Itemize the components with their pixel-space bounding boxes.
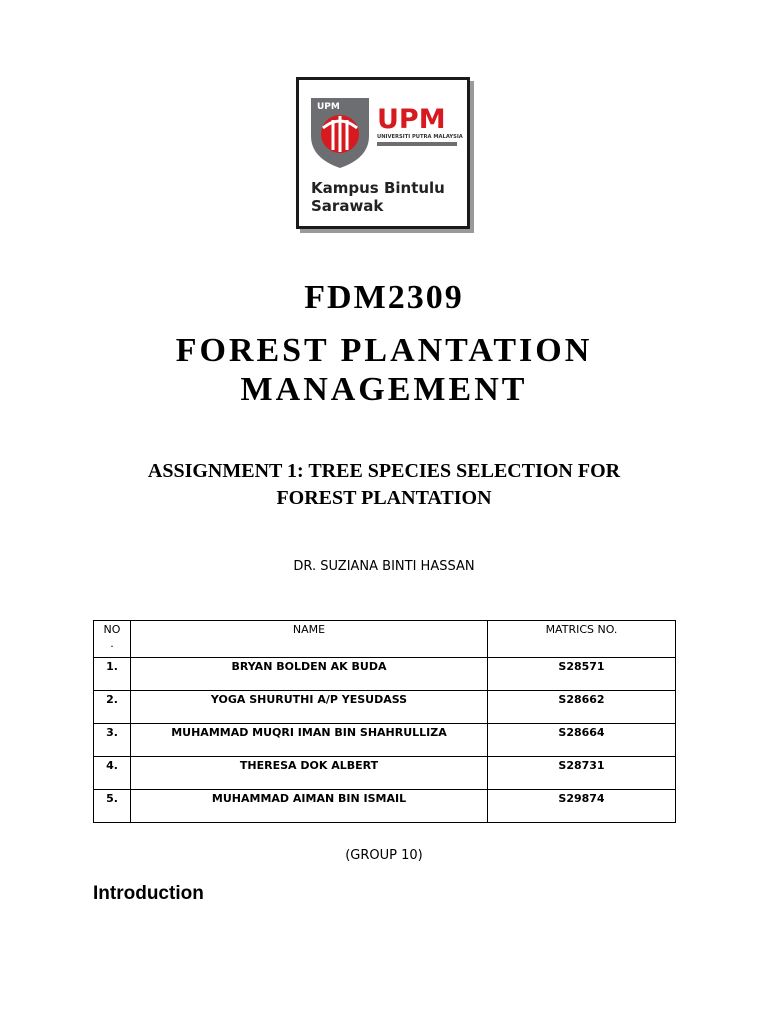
row-name: MUHAMMAD MUQRI IMAN BIN SHAHRULLIZA [131, 724, 488, 757]
university-logo [296, 77, 470, 229]
course-title-line2: MANAGEMENT [240, 371, 528, 408]
row-no: 5. [94, 790, 131, 823]
row-name: BRYAN BOLDEN AK BUDA [131, 658, 488, 691]
row-matric: S28664 [488, 724, 676, 757]
header-matric: MATRICS NO. [488, 621, 676, 658]
section-heading-introduction: Introduction [93, 883, 204, 904]
assignment-title-line1: ASSIGNMENT 1: TREE SPECIES SELECTION FOR [147, 460, 621, 482]
course-title-line1: FOREST PLANTATION [175, 332, 593, 369]
row-no: 2. [94, 691, 131, 724]
row-matric: S28571 [488, 658, 676, 691]
table-row [94, 658, 676, 691]
assignment-title [0, 458, 768, 512]
table-row [94, 757, 676, 790]
lecturer-name: DR. SUZIANA BINTI HASSAN [293, 559, 475, 574]
shield-text: UPM [317, 102, 340, 112]
course-title [0, 331, 768, 409]
table-row [94, 790, 676, 823]
group-label: (GROUP 10) [345, 848, 423, 863]
brand-wordmark: UPM [377, 104, 446, 135]
row-name: MUHAMMAD AIMAN BIN ISMAIL [131, 790, 488, 823]
row-matric: S28731 [488, 757, 676, 790]
row-no: 3. [94, 724, 131, 757]
campus-name: Kampus Bintulu Sarawak [311, 179, 445, 215]
row-name: THERESA DOK ALBERT [131, 757, 488, 790]
assignment-title-line2: FOREST PLANTATION [276, 487, 492, 509]
table-row [94, 724, 676, 757]
course-code: FDM2309 [304, 279, 464, 316]
header-name: NAME [131, 621, 488, 658]
row-no: 1. [94, 658, 131, 691]
motto-bar [377, 142, 457, 146]
row-matric: S28662 [488, 691, 676, 724]
header-no: NO . [94, 621, 131, 658]
row-matric: S29874 [488, 790, 676, 823]
table-row [94, 691, 676, 724]
row-name: YOGA SHURUTHI A/P YESUDASS [131, 691, 488, 724]
row-no: 4. [94, 757, 131, 790]
university-name: UNIVERSITI PUTRA MALAYSIA [377, 134, 463, 140]
members-table [93, 620, 676, 823]
table-header-row [94, 621, 676, 658]
